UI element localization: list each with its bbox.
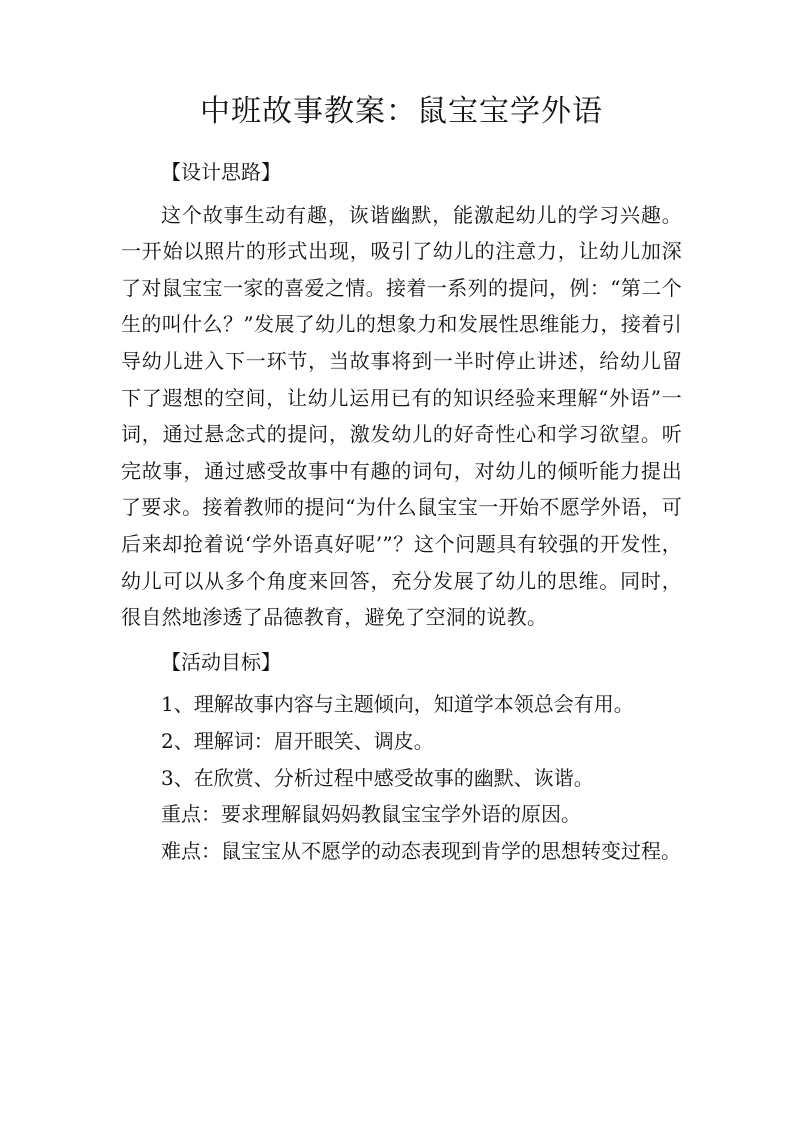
difficulty-point: 难点：鼠宝宝从不愿学的动态表现到肯学的思想转变过程。 (161, 838, 681, 863)
design-paragraph: 这个故事生动有趣，诙谐幽默，能激起幼儿的学习兴趣。一开始以照片的形式出现，吸引了幼儿的注意力，让幼儿加深了对鼠宝宝一家的喜爱之情。接着一系列的提问，例：“第二个生的叫什么？”发展了幼儿的想象力和发展性思维能力，接着引导幼儿进入下一环节，当故事将到一半时停止讲述，给幼儿留下了遐想的空间，让幼儿运用已有的知识经验来理解“外语”一词，通过悬念式的提问，激发幼儿的好奇性心和学习欲望。听完故事，通过感受故事中有趣的词句，对幼儿的倾听能力提出了要求。接着教师的提问“为什么鼠宝宝一开始不愿学外语，可后来却抢着说‘学外语真好呢’”？这个问题具有较强的开发性，幼儿可以从多个角度来回答，充分发展了幼儿的思维。同时，很自然地渗透了品德教育，避免了空洞的说教。 (121, 202, 682, 630)
goal-item-3: 3、在欣赏、分析过程中感受故事的幽默、诙谐。 (161, 765, 594, 790)
goals-heading: 【活动目标】 (161, 649, 281, 674)
document-title: 中班故事教案：鼠宝宝学外语 (200, 94, 603, 129)
design-heading: 【设计思路】 (161, 160, 281, 184)
key-point: 重点：要求理解鼠妈妈教鼠宝宝学外语的原因。 (161, 802, 581, 827)
goal-item-2: 2、理解词：眉开眼笑、调皮。 (161, 728, 434, 753)
goal-item-1: 1、理解故事内容与主题倾向，知道学本领总会有用。 (161, 692, 634, 717)
